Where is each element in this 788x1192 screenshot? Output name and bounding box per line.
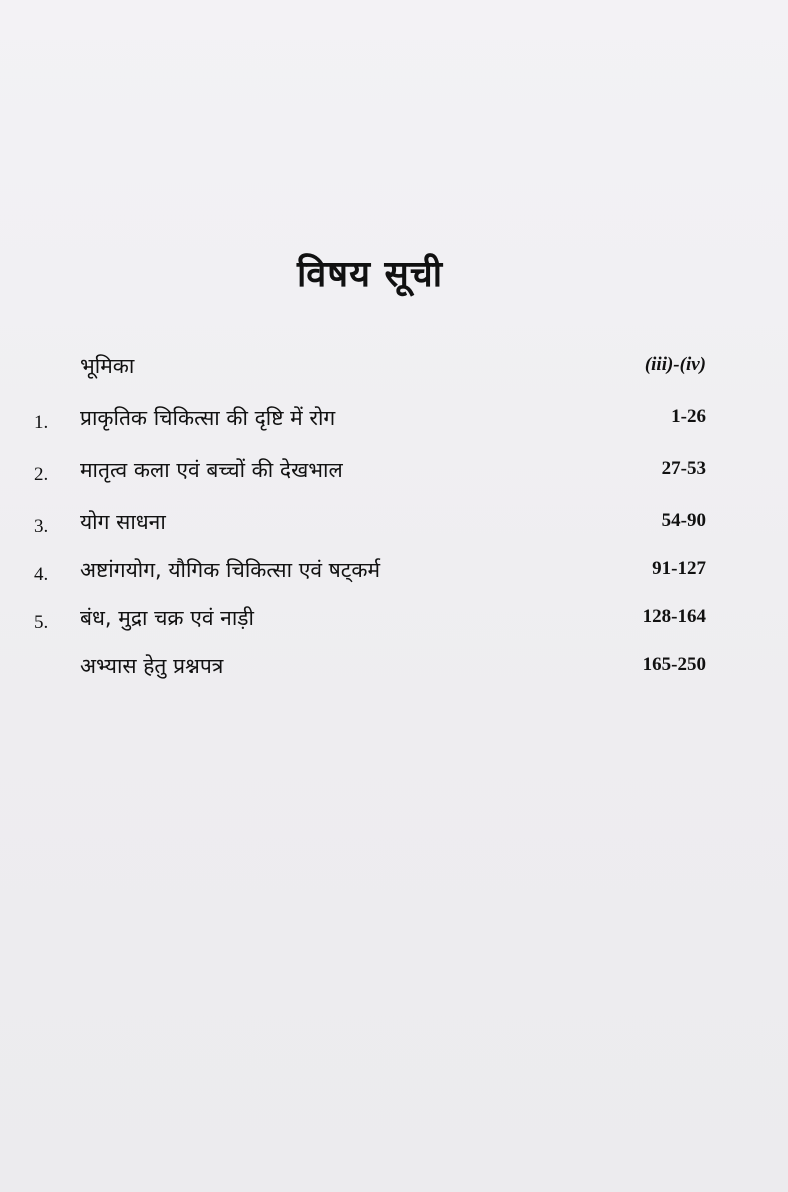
- toc-entry-pages: 91-127: [652, 558, 706, 579]
- toc-entry-number: 2.: [34, 464, 49, 485]
- toc-entry-2: [0, 456, 788, 496]
- toc-entry-pages: 128-164: [642, 606, 706, 627]
- toc-entry-pages: (iii)-(iv): [644, 354, 706, 375]
- toc-entry-pages: 1-26: [671, 406, 706, 427]
- toc-entry-label: अभ्यास हेतु प्रश्नपत्र: [80, 654, 224, 678]
- toc-entry-pages: 165-250: [642, 654, 706, 675]
- toc-entry-label: योग साधना: [80, 510, 166, 534]
- toc-entry-label: मातृत्व कला एवं बच्चों की देखभाल: [80, 458, 343, 482]
- toc-entry-pages: 54-90: [661, 510, 706, 531]
- toc-entry-3: [0, 508, 788, 548]
- toc-entry-number: 1.: [34, 412, 49, 433]
- toc-entry-number: 3.: [34, 516, 49, 537]
- toc-entry-practice-papers: [0, 652, 788, 692]
- toc-entry-label: भूमिका: [80, 354, 135, 378]
- toc-entry-label: प्राकृतिक चिकित्सा की दृष्टि में रोग: [80, 406, 336, 430]
- toc-entry-pages: 27-53: [661, 458, 706, 479]
- toc-entry-number: 5.: [34, 612, 49, 633]
- toc-entry-number: 4.: [34, 564, 49, 585]
- toc-entry-4: [0, 556, 788, 596]
- toc-entry-5: [0, 604, 788, 644]
- toc-entry-preface: [0, 352, 788, 392]
- toc-entry-label: बंध, मुद्रा चक्र एवं नाड़ी: [80, 606, 254, 630]
- page-title: विषय सूची: [296, 254, 444, 295]
- toc-entry-label: अष्टांगयोग, यौगिक चिकित्सा एवं षट्कर्म: [80, 558, 381, 582]
- toc-entry-1: [0, 404, 788, 444]
